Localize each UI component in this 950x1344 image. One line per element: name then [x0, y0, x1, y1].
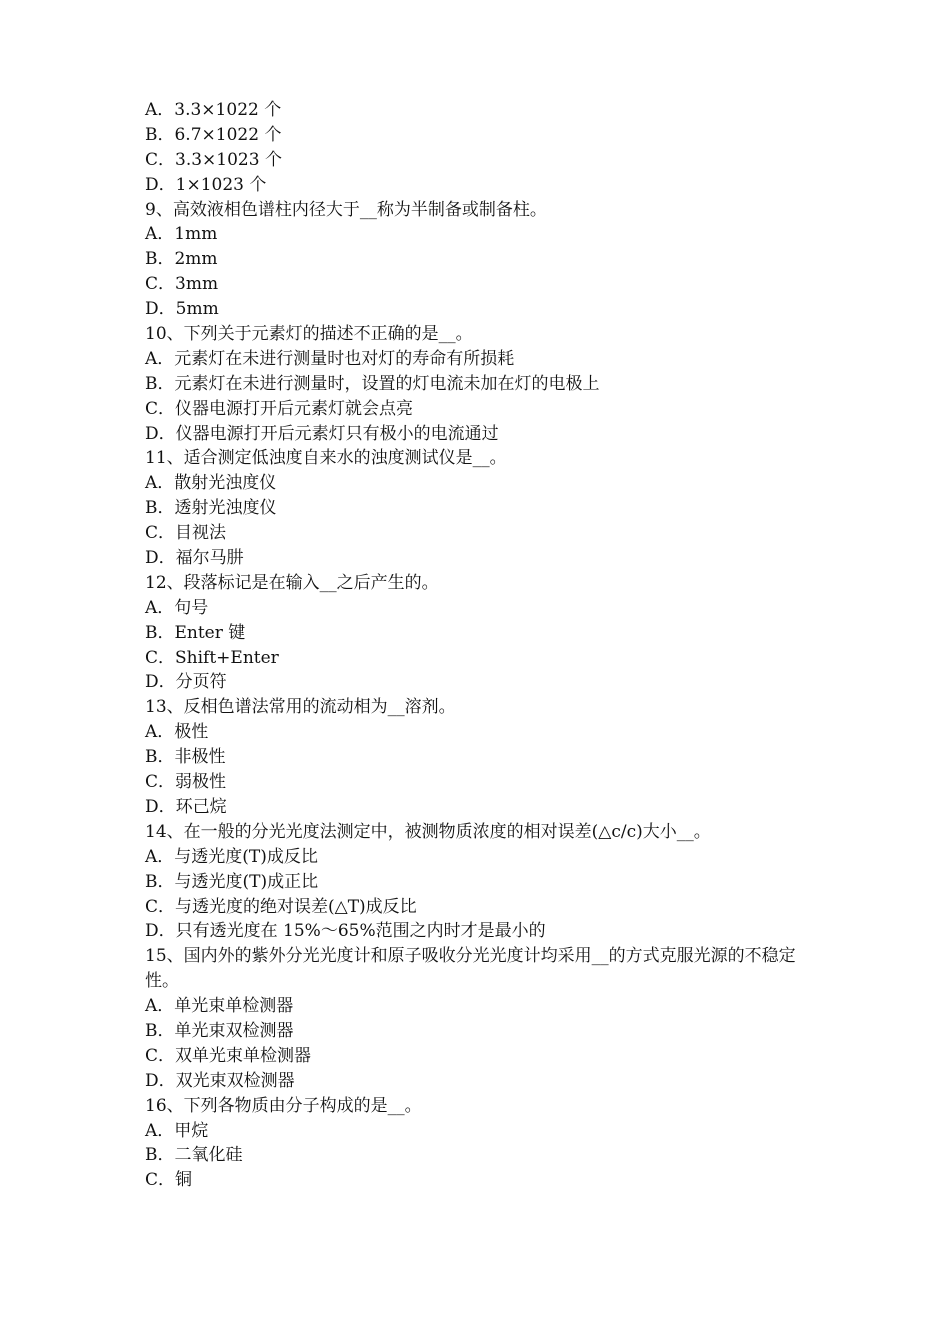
option-line: C．与透光度的绝对误差(△T)成反比: [145, 896, 417, 917]
option-line: B．二氧化硅: [145, 1145, 243, 1166]
option-line: D．只有透光度在 15%～65%范围之内时才是最小的: [145, 921, 546, 942]
option-line: D．5mm: [145, 299, 219, 320]
question-11: 11、适合测定低浊度自来水的浊度测试仪是__。: [145, 448, 507, 469]
document-page: [145, 98, 825, 1193]
option-line: C．3.3×1023 个: [145, 149, 282, 170]
option-line: A．元素灯在未进行测量时也对灯的寿命有所损耗: [145, 348, 515, 369]
question-10: 10、下列关于元素灯的描述不正确的是__。: [145, 324, 473, 345]
option-line: D．1×1023 个: [145, 174, 267, 195]
option-line: A．极性: [145, 722, 209, 743]
question-13: 13、反相色谱法常用的流动相为__溶剂。: [145, 697, 456, 718]
option-line: D．仪器电源打开后元素灯只有极小的电流通过: [145, 423, 499, 444]
option-line: B．元素灯在未进行测量时，设置的灯电流未加在灯的电极上: [145, 373, 600, 394]
question-9: 9、高效液相色谱柱内径大于__称为半制备或制备柱。: [145, 199, 547, 220]
option-line: A．单光束单检测器: [145, 996, 294, 1017]
option-line: D．环己烷: [145, 796, 227, 817]
option-line: A．与透光度(T)成反比: [145, 846, 318, 867]
option-line: A．句号: [145, 597, 209, 618]
option-line: D．福尔马肼: [145, 548, 244, 569]
option-line: C．目视法: [145, 523, 227, 544]
option-line: B．透射光浊度仪: [145, 498, 277, 519]
option-line: B．非极性: [145, 747, 226, 768]
option-line: B．单光束双检测器: [145, 1020, 294, 1041]
option-line: C．双单光束单检测器: [145, 1045, 312, 1066]
option-line: C．弱极性: [145, 772, 227, 793]
option-line: B．2mm: [145, 249, 218, 270]
option-line: B．6.7×1022 个: [145, 124, 282, 145]
question-12: 12、段落标记是在输入__之后产生的。: [145, 572, 439, 593]
option-line: A．1mm: [145, 224, 218, 245]
question-14: 14、在一般的分光光度法测定中，被测物质浓度的相对误差(△c/c)大小__。: [145, 821, 711, 842]
option-line: A．3.3×1022 个: [145, 100, 282, 120]
option-line: D．双光束双检测器: [145, 1070, 295, 1091]
option-line: A．散射光浊度仪: [145, 473, 277, 494]
option-line: D．分页符: [145, 672, 227, 693]
option-line: B．与透光度(T)成正比: [145, 871, 319, 892]
question-16: 16、下列各物质由分子构成的是__。: [145, 1095, 422, 1116]
question-15: 15、国内外的紫外分光光度计和原子吸收分光光度计均采用__的方式克服光源的不稳定性。: [145, 946, 796, 992]
option-line: B．Enter 键: [145, 622, 246, 643]
option-line: A．甲烷: [145, 1120, 209, 1141]
option-line: C．Shift+Enter: [145, 647, 279, 668]
option-line: C．3mm: [145, 274, 219, 295]
option-line: C．仪器电源打开后元素灯就会点亮: [145, 398, 414, 419]
option-line: C．铜: [145, 1170, 193, 1191]
